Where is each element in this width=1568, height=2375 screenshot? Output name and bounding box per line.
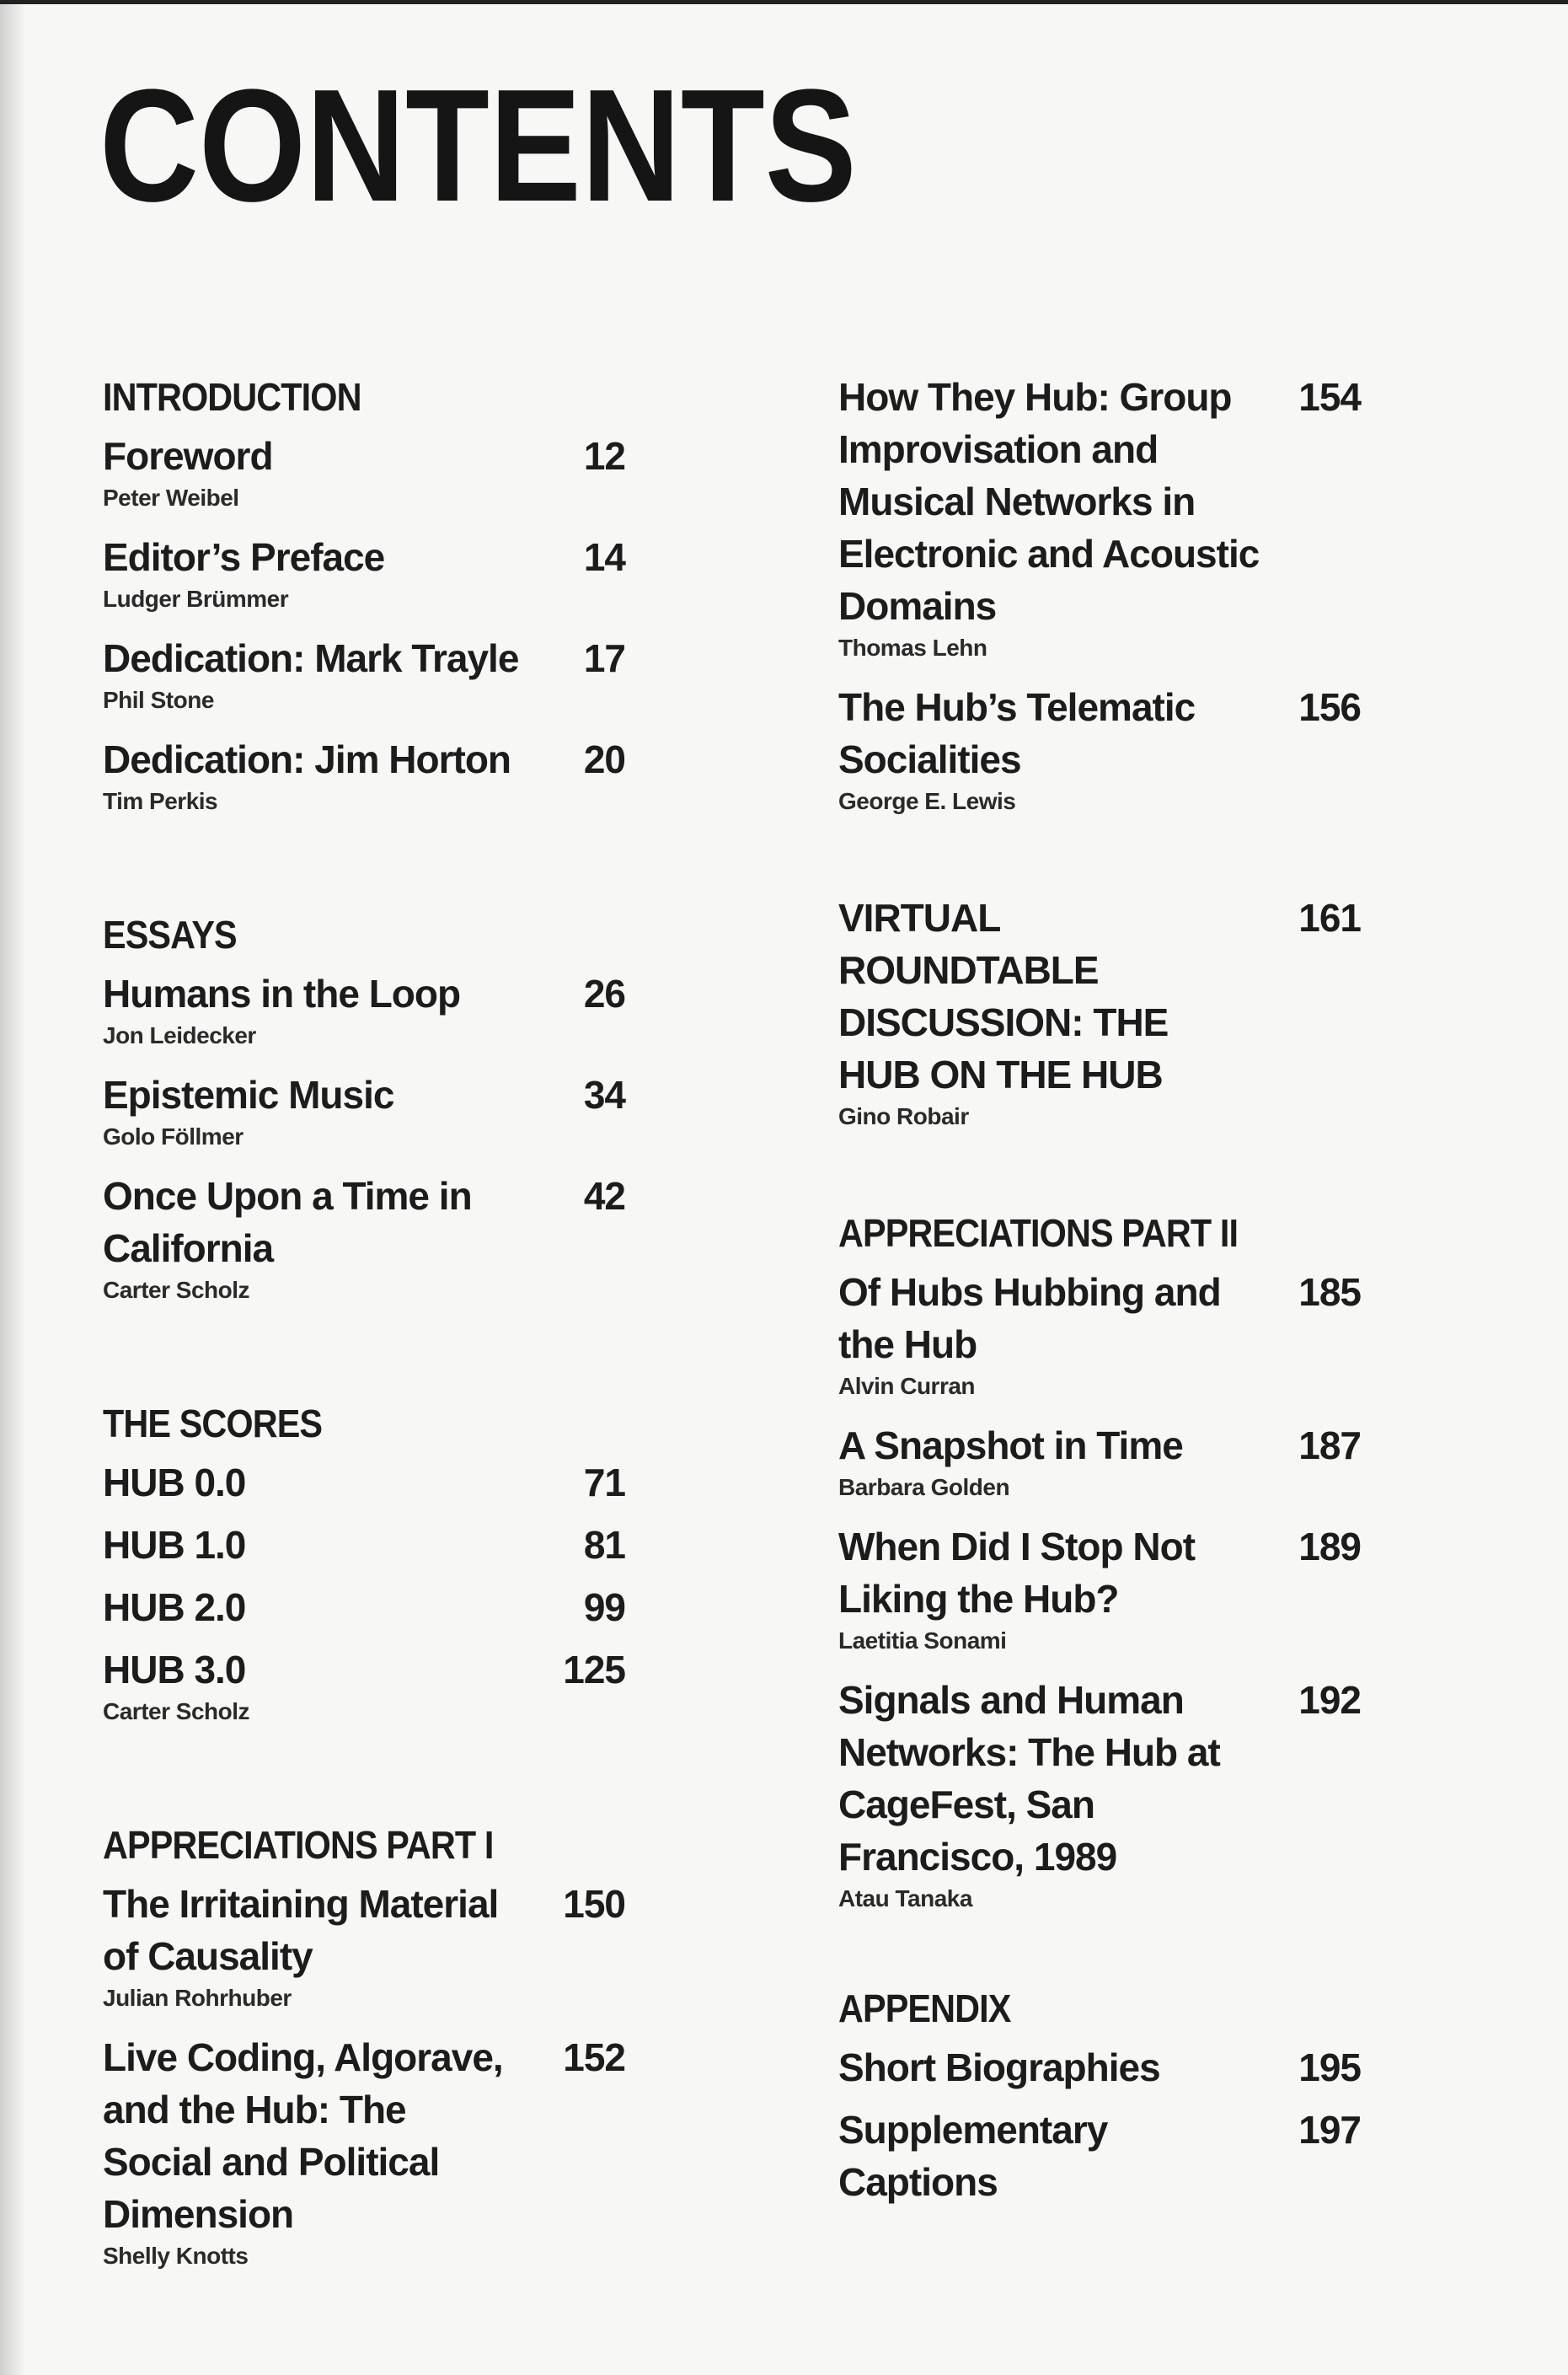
section-heading: ESSAYS [103,913,237,957]
page-title: CONTENTS [99,56,857,235]
entry-author: Golo Föllmer [103,1123,243,1150]
section-essays [103,909,625,1306]
entry-title: Editor’s Preface [103,535,385,579]
entry-page-number: 192 [1298,1678,1361,1722]
entry-page-number: 99 [583,1585,625,1629]
entry-page-number: 71 [583,1461,625,1504]
toc-entry[interactable] [838,1266,1365,1402]
toc-entry[interactable] [103,2031,625,2272]
top-rule [0,0,1568,4]
section-appreciations-part-1 [103,1819,625,2272]
entry-page-number: 34 [583,1073,625,1117]
section-roundtable [838,892,1365,1133]
section-heading: THE SCORES [103,1402,323,1445]
entry-title: HUB 2.0 [103,1585,246,1629]
toc-entry[interactable] [838,2104,1365,2208]
entry-author: Jon Leidecker [103,1022,256,1048]
entry-page-number: 187 [1298,1423,1361,1467]
section-heading: APPRECIATIONS PART I [103,1823,494,1867]
entry-page-number: 150 [563,1882,625,1926]
entry-page-number: 161 [1298,896,1361,940]
entry-page-number: 26 [583,972,625,1016]
section-heading: INTRODUCTION [103,375,361,419]
entry-page-number: 125 [563,1648,625,1691]
entry-title: HUB 0.0 [103,1461,246,1504]
entry-author: Shelly Knotts [103,2243,249,2269]
toc-entry[interactable] [838,1674,1365,1915]
toc-entry[interactable] [103,1456,625,1509]
entry-title: HUB 1.0 [103,1523,246,1567]
section-heading: APPENDIX [838,1986,1011,2030]
toc-entry[interactable] [838,2041,1365,2094]
section-the-scores [103,1397,625,1728]
entry-title: VIRTUAL ROUNDTABLE DISCUSSION: THE HUB ON THE HUB [838,896,1169,1096]
section-continued [838,371,1365,818]
toc-entry[interactable] [103,733,625,818]
entry-title: Dedication: Jim Horton [103,737,511,781]
entry-author: Tim Perkis [103,788,218,814]
toc-entry[interactable] [103,1581,625,1633]
toc-entry[interactable] [103,1170,625,1306]
entry-page-number: 81 [583,1523,625,1567]
entry-author: Atau Tanaka [838,1885,972,1911]
toc-entry[interactable] [838,681,1365,818]
entry-author: Julian Rohrhuber [103,1985,292,2011]
entry-page-number: 185 [1298,1270,1361,1314]
entry-title: When Did I Stop Not Liking the Hub? [838,1525,1196,1621]
entry-title: Live Coding, Algorave, and the Hub: The Social and Political Dimension [103,2035,503,2236]
toc-entry[interactable] [838,1419,1365,1504]
entry-author: Carter Scholz [103,1277,249,1303]
entry-page-number: 17 [583,636,625,680]
entry-author: Carter Scholz [103,1698,249,1724]
entry-title: The Irritaining Material of Causality [103,1882,499,1978]
entry-title: Short Biographies [838,2045,1160,2089]
entry-page-number: 12 [583,434,625,478]
entry-author: Laetitia Sonami [838,1627,1007,1654]
entry-page-number: 156 [1298,685,1361,729]
entry-author: Ludger Brümmer [103,586,289,612]
entry-title: Dedication: Mark Trayle [103,636,519,680]
toc-entry[interactable] [838,1520,1365,1657]
entry-title: Foreword [103,434,273,478]
entry-page-number: 20 [583,737,625,781]
entry-page-number: 189 [1298,1525,1361,1568]
entry-author: Peter Weibel [103,485,239,511]
entry-author: Alvin Curran [838,1373,976,1399]
toc-entry[interactable] [103,531,625,615]
entry-title: Humans in the Loop [103,972,461,1016]
entry-title: Epistemic Music [103,1073,394,1117]
entry-page-number: 152 [563,2035,625,2079]
toc-right-column [838,371,1365,2299]
entry-title: How They Hub: Group Improvisation and Musical Networks in Electronic and Acoustic Domains [838,375,1260,628]
entry-author: Phil Stone [103,687,214,713]
toc-entry[interactable] [838,371,1365,664]
section-appreciations-part-2 [838,1207,1365,1915]
entry-author: George E. Lewis [838,788,1016,814]
section-heading: APPRECIATIONS PART II [838,1211,1239,1255]
toc-left-column [103,371,625,2363]
section-appendix [838,1982,1365,2208]
entry-title: HUB 3.0 [103,1648,246,1691]
toc-entry[interactable] [838,892,1365,1133]
entry-page-number: 14 [583,535,625,579]
entry-page-number: 197 [1298,2108,1361,2152]
entry-title: The Hub’s Telematic Socialities [838,685,1196,781]
entry-title: Of Hubs Hubbing and the Hub [838,1270,1221,1366]
entry-title: Supplementary Captions [838,2108,1108,2204]
entry-title: A Snapshot in Time [838,1423,1183,1467]
entry-page-number: 195 [1298,2045,1361,2089]
section-introduction [103,371,625,818]
toc-entry[interactable] [103,430,625,514]
page-edge-shadow [0,0,25,2375]
toc-entry[interactable] [103,1878,625,2014]
entry-title: Once Upon a Time in California [103,1174,472,1270]
entry-author: Barbara Golden [838,1474,1010,1500]
toc-entry[interactable] [103,1643,625,1728]
toc-entry[interactable] [103,968,625,1052]
entry-page-number: 42 [583,1174,625,1218]
entry-author: Gino Robair [838,1103,969,1129]
entry-page-number: 154 [1298,375,1361,419]
entry-author: Thomas Lehn [838,635,987,661]
toc-entry[interactable] [103,632,625,716]
toc-entry[interactable] [103,1069,625,1153]
toc-entry[interactable] [103,1519,625,1571]
entry-title: Signals and Human Networks: The Hub at CageFest, San Francisco, 1989 [838,1678,1220,1879]
